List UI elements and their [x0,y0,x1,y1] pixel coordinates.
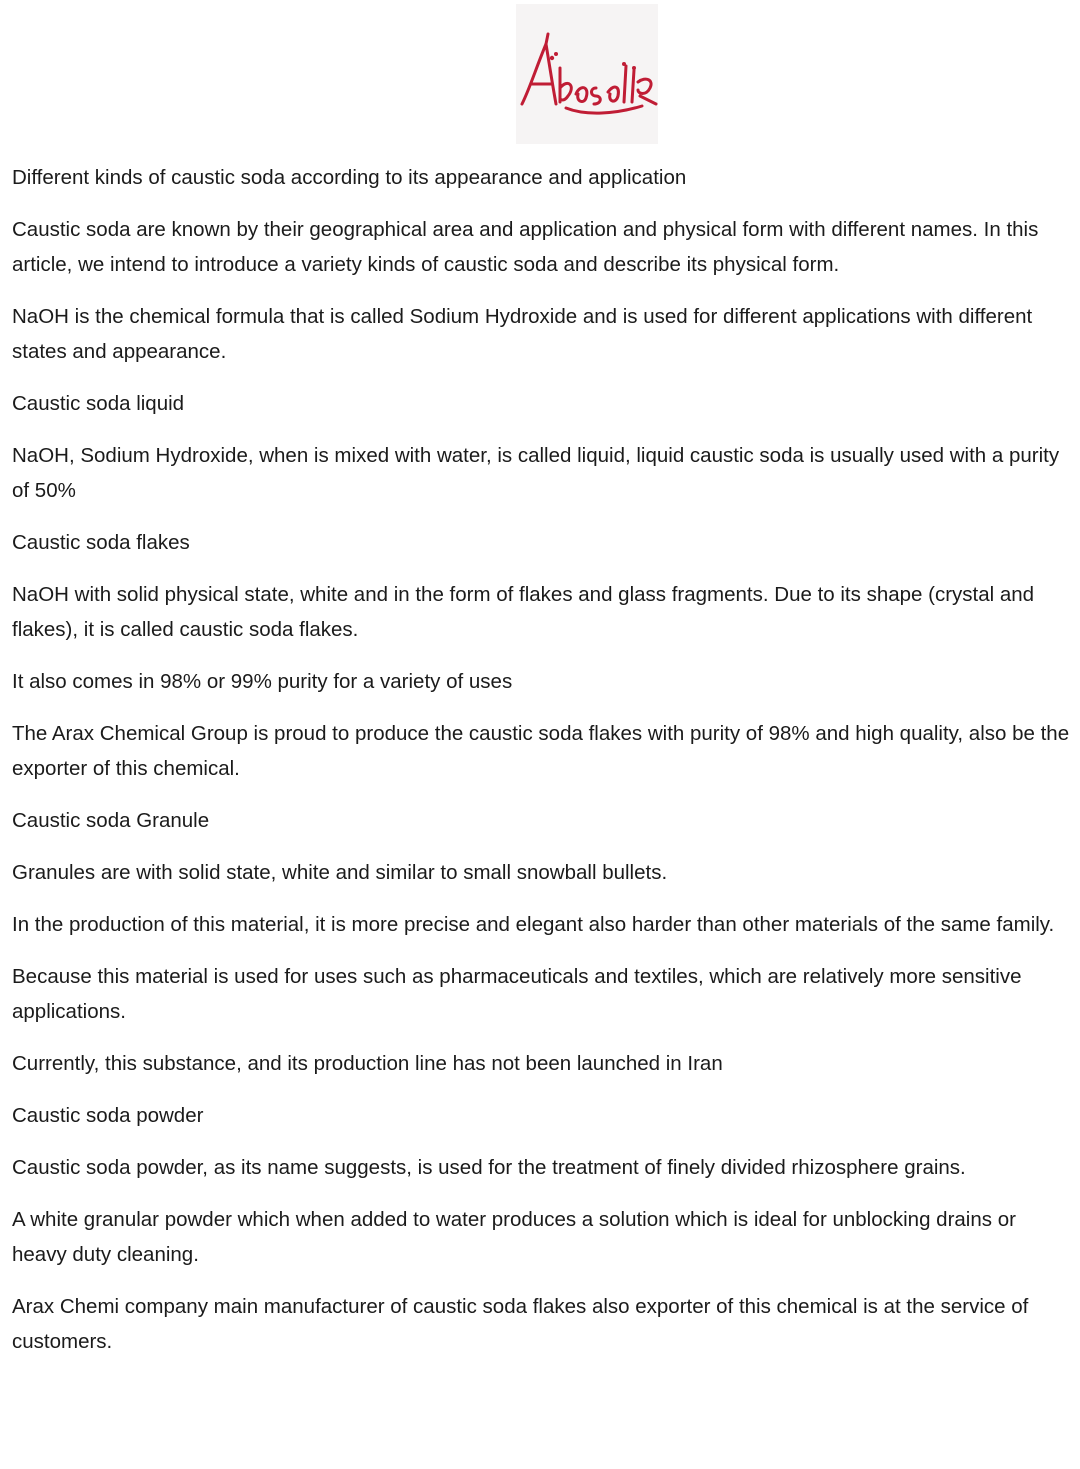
heading-caustic-soda-flakes: Caustic soda flakes [12,531,190,554]
paragraph-liquid: NaOH, Sodium Hydroxide, when is mixed with water, is called liquid, liquid caustic soda is usually used with a purity of 50% [12,444,1060,502]
paragraph-flakes: NaOH with solid physical state, white and in the form of flakes and glass fragments. Due to its shape (crystal and flakes), it is called caustic soda flakes. [12,583,1035,641]
paragraph-granule-uses: Because this material is used for uses such as pharmaceuticals and textiles, which are relatively more sensitive applications. [12,965,1022,1023]
paragraph-powder-use: A white granular powder which when added to water produces a solution which is ideal for unblocking drains or heavy duty cleaning. [12,1208,1016,1266]
heading-caustic-soda-granule: Caustic soda Granule [12,809,210,832]
paragraph-granule-iran: Currently, this substance, and its production line has not been launched in Iran [12,1052,723,1075]
paragraph-arax-group: The Arax Chemical Group is proud to produce the caustic soda flakes with purity of 98% and high quality, also be the exporter of this chemical. [12,722,1070,780]
heading-caustic-soda-powder: Caustic soda powder [12,1104,204,1127]
heading-caustic-soda-liquid: Caustic soda liquid [12,392,185,415]
company-logo-icon [516,4,658,144]
document-title: Different kinds of caustic soda according to its appearance and application [12,166,687,189]
paragraph-flakes-purity: It also comes in 98% or 99% purity for a variety of uses [12,670,513,693]
paragraph-naoh-formula: NaOH is the chemical formula that is called Sodium Hydroxide and is used for different applications with different states and appearance. [12,305,1033,363]
paragraph-granule-production: In the production of this material, it is more precise and elegant also harder than other materials of the same family. [12,913,1055,936]
paragraph-powder: Caustic soda powder, as its name suggests, is used for the treatment of finely divided rhizosphere grains. [12,1156,966,1179]
logo [516,4,658,144]
paragraph-arax-chemi: Arax Chemi company main manufacturer of caustic soda flakes also exporter of this chemical is at the service of customers. [12,1295,1029,1353]
document-body [12,160,1074,1376]
paragraph-intro: Caustic soda are known by their geographical area and application and physical form with different names. In this article, we intend to introduce a variety kinds of caustic soda and describe its physical form. [12,218,1039,276]
paragraph-granules: Granules are with solid state, white and similar to small snowball bullets. [12,861,668,884]
